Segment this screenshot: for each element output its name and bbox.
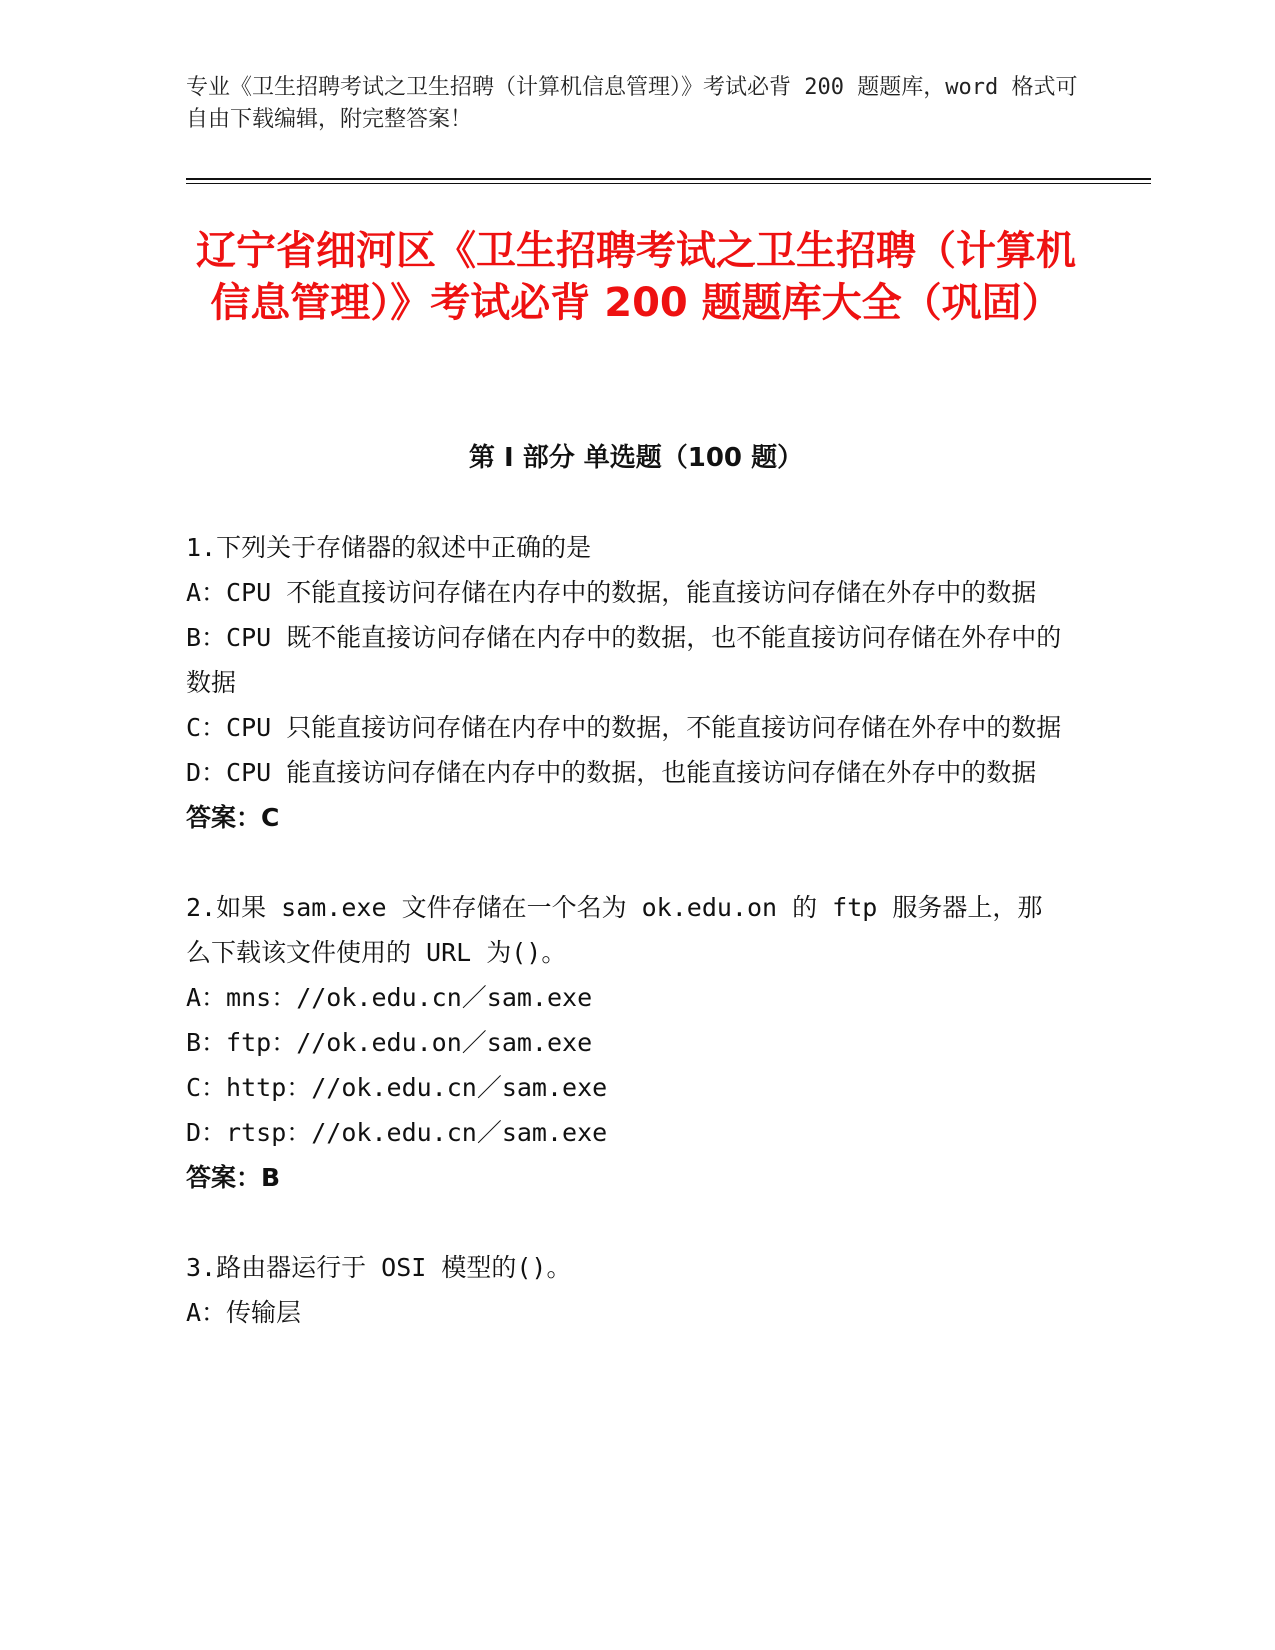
header-note: 专业《卫生招聘考试之卫生招聘（计算机信息管理）》考试必背 200 题题库，word 格式可自由下载编辑，附完整答案！ [186, 75, 1078, 132]
question-stem: 1.下列关于存储器的叙述中正确的是 [186, 533, 592, 562]
answer: 答案：C [186, 803, 280, 832]
option-c: C：CPU 只能直接访问存储在内存中的数据，不能直接访问存储在外存中的数据 [186, 713, 1062, 742]
header-divider-thin [186, 183, 1151, 184]
question-stem: 2.如果 sam.exe 文件存储在一个名为 ok.edu.on 的 ftp 服务器上，那么下载该文件使用的 URL 为()。 [186, 893, 1043, 967]
header-divider-thick [186, 178, 1151, 180]
section-title: 第 I 部分 单选题（100 题） [468, 443, 804, 473]
option-a: A：CPU 不能直接访问存储在内存中的数据，能直接访问存储在外存中的数据 [186, 578, 1037, 607]
option-d: D：CPU 能直接访问存储在内存中的数据，也能直接访问存储在外存中的数据 [186, 758, 1037, 787]
option-d: D：rtsp：//ok.edu.cn／sam.exe [186, 1118, 608, 1147]
answer: 答案：B [186, 1163, 281, 1192]
option-c: C：http：//ok.edu.cn／sam.exe [186, 1073, 608, 1102]
question-3 [186, 1245, 1066, 1335]
option-b: B：CPU 既不能直接访问存储在内存中的数据，也不能直接访问存储在外存中的数据 [186, 623, 1062, 697]
question-1 [186, 525, 1066, 840]
option-a: A：传输层 [186, 1298, 302, 1327]
question-2 [186, 885, 1066, 1200]
option-b: B：ftp：//ok.edu.on／sam.exe [186, 1028, 593, 1057]
document-title: 辽宁省细河区《卫生招聘考试之卫生招聘（计算机信息管理）》考试必背 200 题题库大全（巩固） [196, 228, 1076, 326]
question-list [186, 525, 1066, 1380]
option-a: A：mns：//ok.edu.cn／sam.exe [186, 983, 593, 1012]
question-stem: 3.路由器运行于 OSI 模型的()。 [186, 1253, 572, 1282]
